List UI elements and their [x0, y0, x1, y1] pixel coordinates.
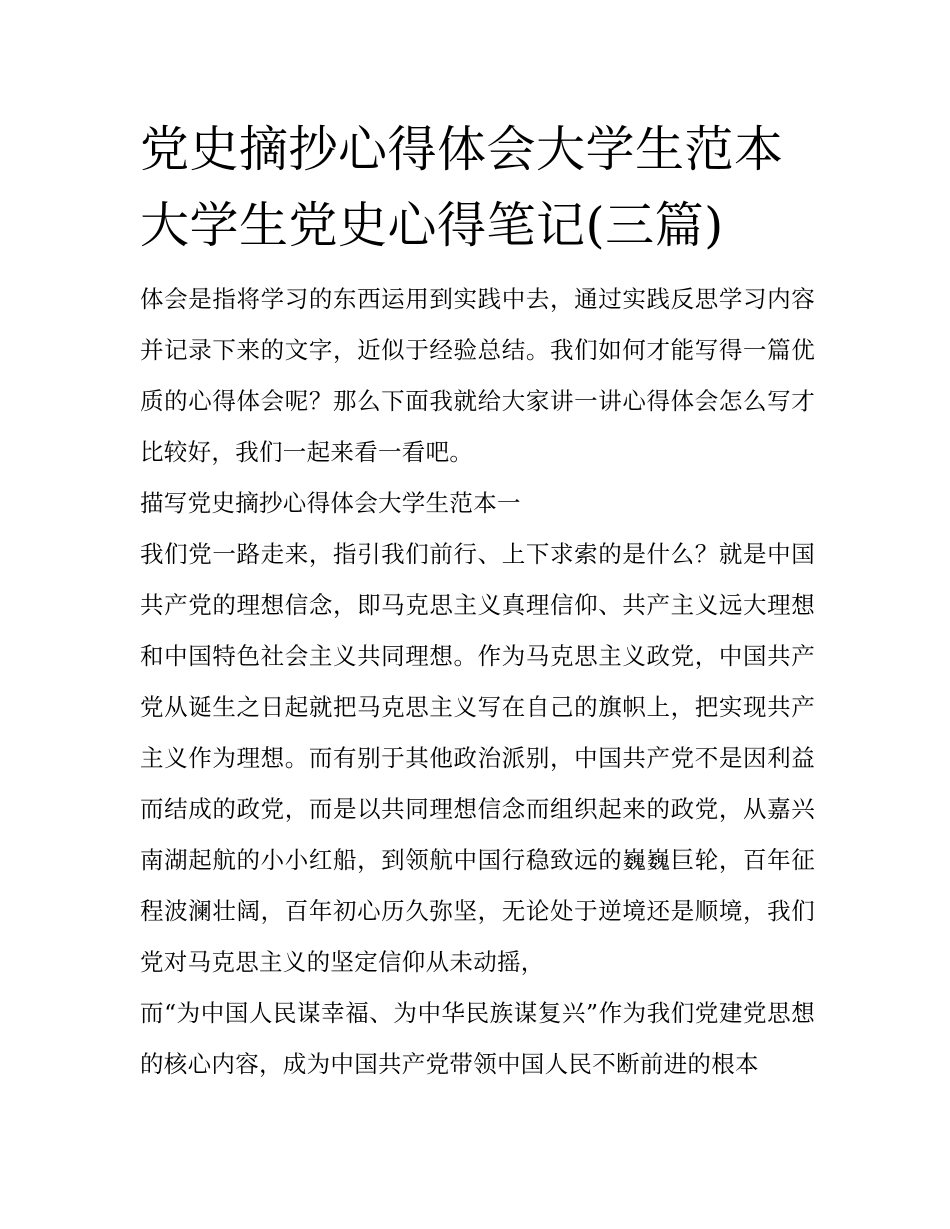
- document-title-line-2: 大学生党史心得笔记(三篇): [140, 197, 724, 254]
- document-title-line-1: 党史摘抄心得体会大学生范本: [140, 121, 784, 178]
- body-paragraph-2: 而“为中国人民谋幸福、为中华民族谋复兴”作为我们党建党思想的核心内容，成为中国共产党带领中国人民不断前进的根本: [140, 999, 815, 1078]
- document-body: [140, 274, 815, 1090]
- body-paragraph-1: 我们党一路走来，指引我们前行、上下求索的是什么？就是中国共产党的理想信念，即马克思主义真理信仰、共产主义远大理想和中国特色社会主义共同理想。作为马克思主义政党，中国共产党从诞生之日起就把马克思主义写在自己的旗帜上，把实现共产主义作为理想。而有别于其他政治派别，中国共产党不是因利益而结成的政党，而是以共同理想信念而组织起来的政党，从嘉兴南湖起航的小小红船，到领航中国行稳致远的巍巍巨轮，百年征程波澜壮阔，百年初心历久弥坚，无论处于逆境还是顺境，我们党对马克思主义的坚定信仰从未动摇，: [140, 540, 815, 976]
- intro-paragraph: 体会是指将学习的东西运用到实践中去，通过实践反思学习内容并记录下来的文字，近似于经验总结。我们如何才能写得一篇优质的心得体会呢？那么下面我就给大家讲一讲心得体会怎么写才比较好，我们一起来看一看吧。: [140, 285, 815, 466]
- section-heading: 描写党史摘抄心得体会大学生范本一: [140, 489, 521, 517]
